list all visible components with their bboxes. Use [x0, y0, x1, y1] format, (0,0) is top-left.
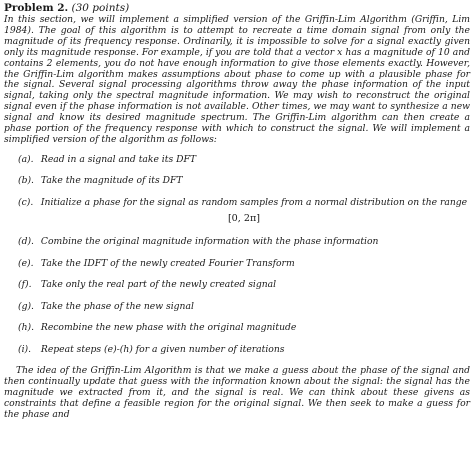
intro-paragraph: In this section, we will implement a simplified version of the Griffin-Lim Algorithm (Griffin, Lim 1984). The goal of this algorithm is to attempt to recreate a time domain signal from only the magnitude of its frequency response. Ordinarily, it is impossible to solve for a signal exactly given only its magnitude response. For example, if you are told that a vector x has a magnitude of 10 and contains 2 elements, you do not have enough information to give those elements exactly. However, the Griffin-Lim algorithm makes assumptions about phase to come up with a plausible phase for the signal. Several signal processing algorithms throw away the phase information of the input signal, taking only the spectral magnitude information. We may wish to reconstruct the original signal even if the phase information is not available. Other times, we may want to synthesize a new signal and know its desired magnitude spectrum. The Griffin-Lim algorithm can then create a phase portion of the frequency response with which to construct the signal. We will implement a simplified version of the algorithm as follows: — [4, 14, 470, 145]
step-label: (g). — [18, 300, 34, 312]
list-item — [18, 279, 470, 291]
step-label: (d). — [18, 236, 34, 248]
step-text: Repeat steps (e)-(h) for a given number of iterations — [40, 344, 285, 356]
step-text: Combine the original magnitude information with the phase information — [40, 236, 379, 248]
list-item — [18, 154, 470, 166]
step-text: Take the phase of the new signal — [40, 300, 194, 312]
list-item — [18, 197, 470, 209]
step-label: (c). — [18, 197, 34, 209]
algorithm-steps — [4, 154, 470, 356]
list-item — [18, 258, 470, 270]
step-label: (i). — [18, 344, 32, 356]
list-item — [18, 322, 470, 334]
list-item — [18, 301, 470, 313]
step-label: (h). — [18, 322, 35, 334]
step-label: (a). — [18, 153, 34, 165]
step-label: (f). — [18, 279, 32, 291]
step-text: Read in a signal and take its DFT — [40, 153, 196, 165]
problem-points: (30 points) — [71, 2, 130, 14]
range-formula: [0, 2π] — [227, 213, 261, 225]
step-label: (b). — [18, 175, 34, 187]
list-item — [18, 344, 470, 356]
step-text: Take only the real part of the newly created signal — [40, 279, 277, 291]
document-page — [4, 2, 470, 421]
list-item — [18, 236, 470, 248]
step-text: Take the magnitude of its DFT — [40, 175, 183, 187]
step-text: Recombine the new phase with the original magnitude — [40, 322, 297, 334]
outro-paragraph: The idea of the Griffin-Lim Algorithm is that we make a guess about the phase of the signal and then continually update that guess with the information known about the signal: the signal has the magnitude we extracted from it, and the signal is real. We can think about these givens as constraints that define a feasible region for the original signal. We then seek to make a guess for the phase and — [4, 365, 470, 420]
step-label: (e). — [18, 257, 34, 269]
step-text: Initialize a phase for the signal as random samples from a normal distribution on the range — [40, 197, 468, 209]
problem-title: Problem 2. — [4, 2, 69, 14]
step-text: Take the IDFT of the newly created Fourier Transform — [40, 257, 295, 269]
list-item — [18, 175, 470, 187]
